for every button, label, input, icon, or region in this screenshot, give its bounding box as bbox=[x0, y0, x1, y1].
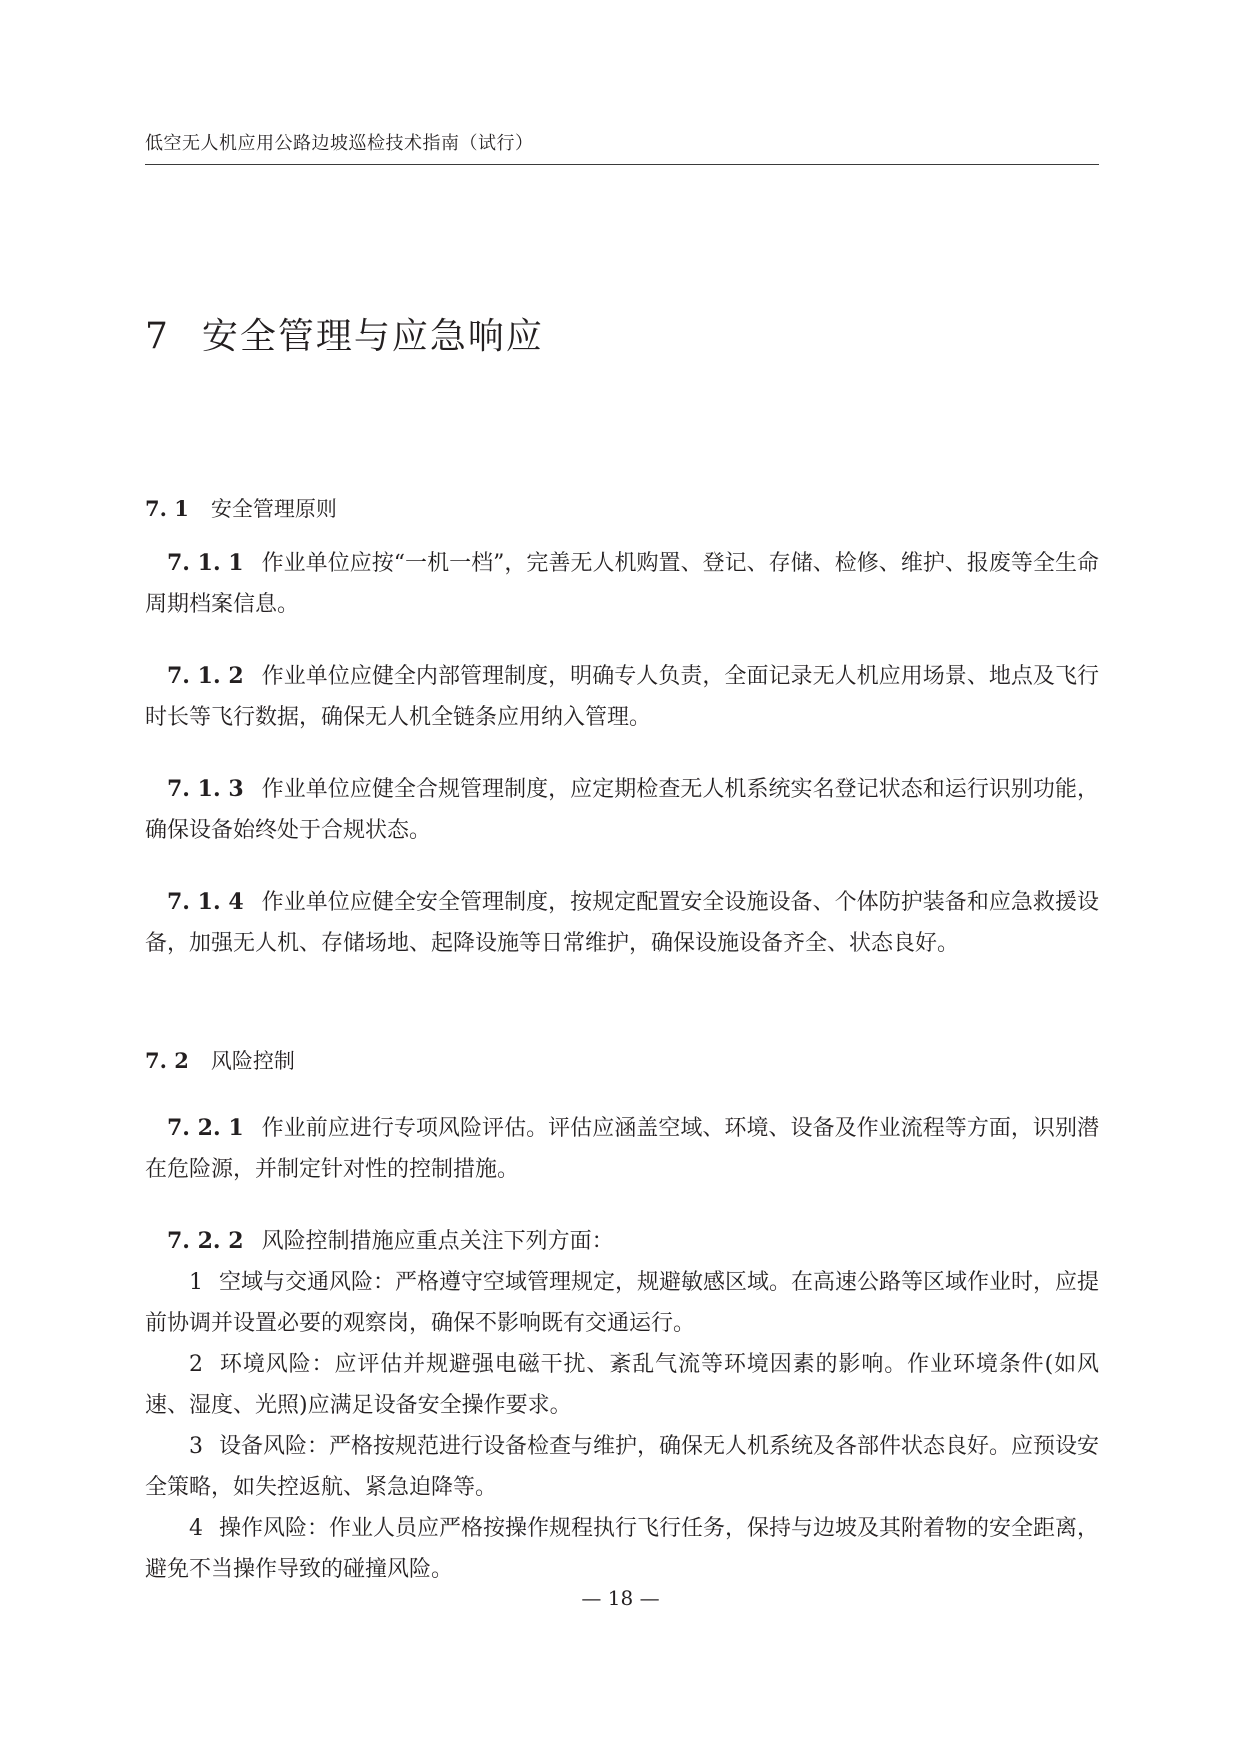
clause-7-2-2 bbox=[145, 1221, 1099, 1262]
chapter-number: 7 bbox=[145, 316, 170, 357]
clause-text: 作业单位应健全安全管理制度，按规定配置安全设施设备、个体防护装备和应急救援设备，加强无人机、存储场地、起降设施等日常维护，确保设施设备齐全、状态良好。 bbox=[145, 890, 1099, 956]
clause-number: 7. 1. 2 bbox=[167, 663, 244, 689]
list-item-text: 空域与交通风险：严格遵守空域管理规定，规避敏感区域。在高速公路等区域作业时，应提前协调并设置必要的观察岗，确保不影响既有交通运行。 bbox=[145, 1270, 1100, 1336]
clause-7-1-3 bbox=[145, 769, 1099, 851]
clause-text: 作业前应进行专项风险评估。评估应涵盖空域、环境、设备及作业流程等方面，识别潜在危险源，并制定针对性的控制措施。 bbox=[145, 1116, 1099, 1182]
section-number: 7. 2 bbox=[145, 1048, 189, 1073]
section-title: 风险控制 bbox=[210, 1049, 295, 1073]
header-divider bbox=[145, 164, 1099, 165]
list-item bbox=[145, 1508, 1099, 1590]
section-number: 7. 1 bbox=[145, 496, 189, 521]
chapter-title-text: 安全管理与应急响应 bbox=[201, 316, 544, 357]
list-item-number: 1 bbox=[189, 1270, 203, 1295]
section-heading-7-1 bbox=[145, 493, 337, 523]
clause-number: 7. 2. 1 bbox=[167, 1115, 244, 1141]
clause-text: 作业单位应按“一机一档”，完善无人机购置、登记、存储、检修、维护、报废等全生命周期档案信息。 bbox=[145, 551, 1099, 617]
list-item-text: 设备风险：严格按规范进行设备检查与维护，确保无人机系统及各部件状态良好。应预设安全策略，如失控返航、紧急迫降等。 bbox=[145, 1434, 1100, 1500]
list-item-text: 操作风险：作业人员应严格按操作规程执行飞行任务，保持与边坡及其附着物的安全距离，避免不当操作导致的碰撞风险。 bbox=[145, 1516, 1100, 1582]
clause-number: 7. 1. 3 bbox=[167, 776, 244, 802]
page-number: — 18 — bbox=[581, 1586, 660, 1610]
clause-7-1-4 bbox=[145, 882, 1099, 964]
list-item-text: 环境风险：应评估并规避强电磁干扰、紊乱气流等环境因素的影响。作业环境条件(如风速、湿度、光照)应满足设备安全操作要求。 bbox=[145, 1352, 1099, 1418]
clause-7-1-2 bbox=[145, 656, 1099, 738]
list-item-number: 4 bbox=[189, 1516, 203, 1541]
running-header: 低空无人机应用公路边坡巡检技术指南（试行） bbox=[145, 133, 534, 154]
clause-number: 7. 1. 4 bbox=[167, 889, 244, 915]
clause-7-1-1 bbox=[145, 543, 1099, 625]
clause-7-2-1 bbox=[145, 1108, 1099, 1190]
list-item-number: 2 bbox=[189, 1352, 203, 1377]
section-heading-7-2 bbox=[145, 1045, 295, 1075]
list-item bbox=[145, 1426, 1099, 1508]
section-title: 安全管理原则 bbox=[210, 497, 337, 521]
clause-number: 7. 2. 2 bbox=[167, 1228, 244, 1254]
list-item bbox=[145, 1262, 1099, 1344]
chapter-title bbox=[145, 308, 544, 359]
clause-text: 风险控制措施应重点关注下列方面： bbox=[261, 1229, 614, 1254]
clause-text: 作业单位应健全合规管理制度，应定期检查无人机系统实名登记状态和运行识别功能，确保设备始终处于合规状态。 bbox=[145, 777, 1099, 843]
clause-number: 7. 1. 1 bbox=[167, 550, 244, 576]
clause-text: 作业单位应健全内部管理制度，明确专人负责，全面记录无人机应用场景、地点及飞行时长等飞行数据，确保无人机全链条应用纳入管理。 bbox=[145, 664, 1099, 730]
list-item-number: 3 bbox=[189, 1434, 203, 1459]
list-item bbox=[145, 1344, 1099, 1426]
